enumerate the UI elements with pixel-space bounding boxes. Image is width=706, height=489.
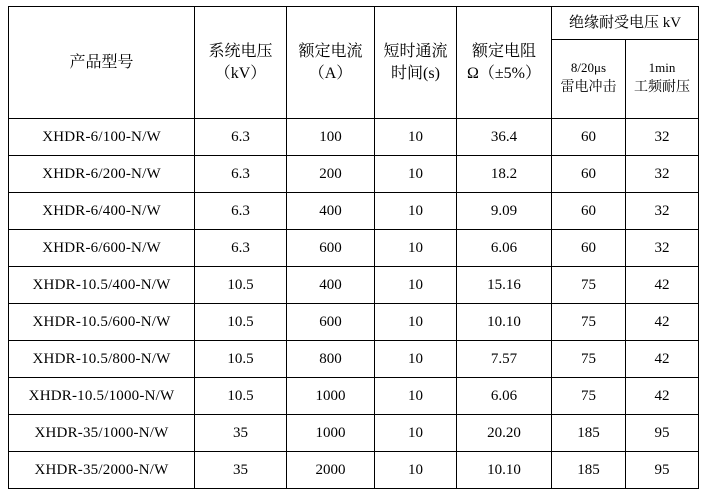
table-row: [9, 230, 699, 267]
cell-system-voltage: 35: [195, 415, 287, 452]
cell-duration: 10: [375, 267, 457, 304]
cell-resistance: 15.16: [457, 267, 552, 304]
cell-power-frequency: 42: [626, 378, 699, 415]
table-row: [9, 452, 699, 489]
table-row: [9, 193, 699, 230]
cell-model: XHDR-35/2000-N/W: [9, 452, 195, 489]
table-row: [9, 119, 699, 156]
cell-model: XHDR-10.5/400-N/W: [9, 267, 195, 304]
cell-system-voltage: 35: [195, 452, 287, 489]
cell-lightning-impulse: 75: [552, 378, 626, 415]
cell-duration: 10: [375, 452, 457, 489]
cell-rated-current: 400: [287, 267, 375, 304]
column-header-power-frequency: 1min 工频耐压: [626, 40, 699, 119]
column-header-system-voltage: 系统电压 （kV）: [195, 7, 287, 119]
table-row: [9, 267, 699, 304]
cell-duration: 10: [375, 415, 457, 452]
cell-system-voltage: 6.3: [195, 119, 287, 156]
cell-power-frequency: 42: [626, 267, 699, 304]
cell-system-voltage: 10.5: [195, 267, 287, 304]
cell-power-frequency: 32: [626, 156, 699, 193]
cell-resistance: 10.10: [457, 304, 552, 341]
cell-duration: 10: [375, 378, 457, 415]
cell-system-voltage: 6.3: [195, 156, 287, 193]
cell-model: XHDR-6/400-N/W: [9, 193, 195, 230]
table-row: [9, 415, 699, 452]
table-row: [9, 304, 699, 341]
table-header: [9, 7, 699, 119]
cell-resistance: 36.4: [457, 119, 552, 156]
cell-lightning-impulse: 75: [552, 267, 626, 304]
specification-table: [8, 6, 699, 489]
cell-power-frequency: 95: [626, 415, 699, 452]
column-header-resistance: 额定电阻 Ω（±5%）: [457, 7, 552, 119]
cell-duration: 10: [375, 119, 457, 156]
table-body: [9, 119, 699, 489]
cell-duration: 10: [375, 341, 457, 378]
cell-lightning-impulse: 185: [552, 415, 626, 452]
cell-lightning-impulse: 60: [552, 230, 626, 267]
cell-rated-current: 100: [287, 119, 375, 156]
cell-rated-current: 2000: [287, 452, 375, 489]
table-row: [9, 341, 699, 378]
cell-model: XHDR-6/100-N/W: [9, 119, 195, 156]
cell-model: XHDR-6/200-N/W: [9, 156, 195, 193]
cell-rated-current: 400: [287, 193, 375, 230]
cell-rated-current: 1000: [287, 415, 375, 452]
cell-power-frequency: 95: [626, 452, 699, 489]
cell-lightning-impulse: 60: [552, 193, 626, 230]
cell-rated-current: 600: [287, 230, 375, 267]
cell-rated-current: 800: [287, 341, 375, 378]
cell-model: XHDR-35/1000-N/W: [9, 415, 195, 452]
header-row-1: [9, 7, 699, 40]
column-header-duration: 短时通流 时间(s): [375, 7, 457, 119]
cell-power-frequency: 32: [626, 230, 699, 267]
cell-resistance: 18.2: [457, 156, 552, 193]
column-header-model: 产品型号: [9, 7, 195, 119]
cell-lightning-impulse: 75: [552, 341, 626, 378]
column-header-rated-current: 额定电流 （A）: [287, 7, 375, 119]
cell-system-voltage: 6.3: [195, 230, 287, 267]
column-header-lightning-impulse: 8/20μs 雷电冲击: [552, 40, 626, 119]
cell-duration: 10: [375, 304, 457, 341]
cell-resistance: 20.20: [457, 415, 552, 452]
cell-model: XHDR-10.5/600-N/W: [9, 304, 195, 341]
cell-lightning-impulse: 60: [552, 119, 626, 156]
cell-rated-current: 1000: [287, 378, 375, 415]
cell-system-voltage: 10.5: [195, 378, 287, 415]
cell-model: XHDR-10.5/1000-N/W: [9, 378, 195, 415]
cell-resistance: 7.57: [457, 341, 552, 378]
cell-model: XHDR-6/600-N/W: [9, 230, 195, 267]
cell-power-frequency: 42: [626, 304, 699, 341]
cell-lightning-impulse: 75: [552, 304, 626, 341]
cell-resistance: 6.06: [457, 378, 552, 415]
column-header-insulation-group: 绝缘耐受电压 kV: [552, 7, 699, 40]
cell-power-frequency: 32: [626, 119, 699, 156]
table-row: [9, 156, 699, 193]
document-page: [0, 6, 706, 478]
cell-resistance: 6.06: [457, 230, 552, 267]
cell-system-voltage: 10.5: [195, 341, 287, 378]
cell-resistance: 10.10: [457, 452, 552, 489]
cell-system-voltage: 10.5: [195, 304, 287, 341]
cell-system-voltage: 6.3: [195, 193, 287, 230]
cell-resistance: 9.09: [457, 193, 552, 230]
cell-duration: 10: [375, 230, 457, 267]
cell-model: XHDR-10.5/800-N/W: [9, 341, 195, 378]
cell-lightning-impulse: 60: [552, 156, 626, 193]
cell-lightning-impulse: 185: [552, 452, 626, 489]
cell-power-frequency: 32: [626, 193, 699, 230]
cell-rated-current: 200: [287, 156, 375, 193]
cell-duration: 10: [375, 193, 457, 230]
table-row: [9, 378, 699, 415]
cell-power-frequency: 42: [626, 341, 699, 378]
cell-rated-current: 600: [287, 304, 375, 341]
cell-duration: 10: [375, 156, 457, 193]
